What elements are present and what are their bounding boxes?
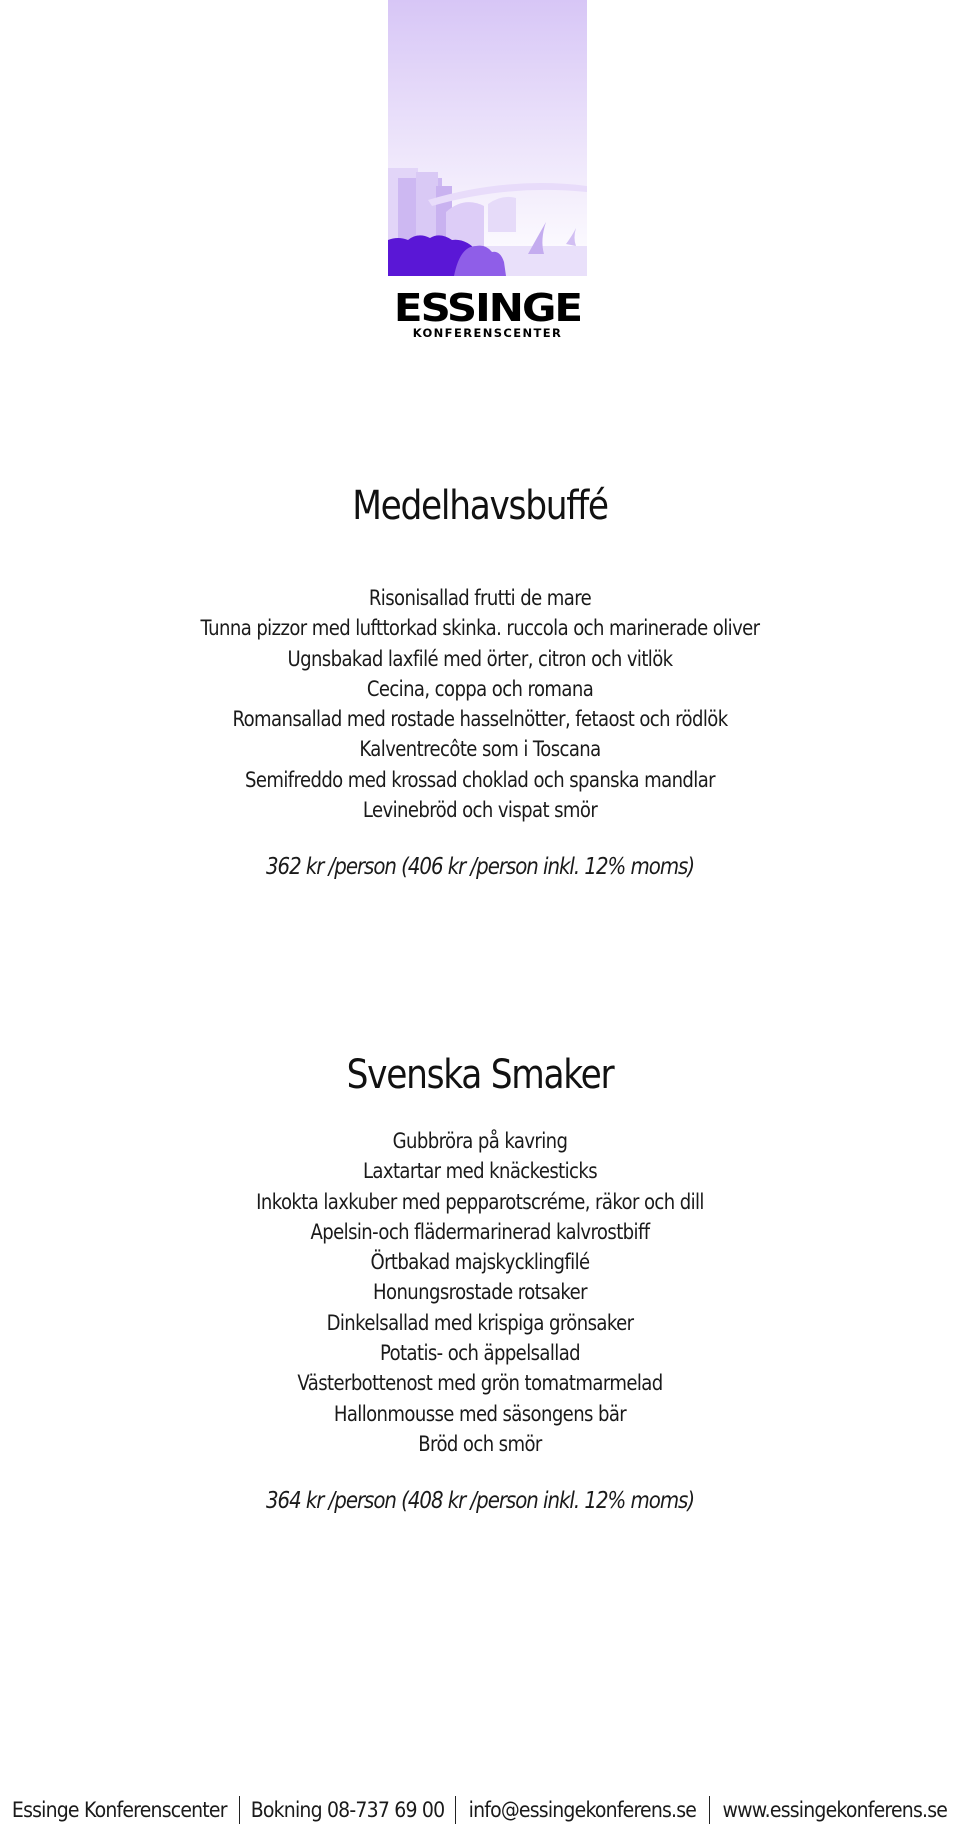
logo-illustration <box>388 0 587 278</box>
menu-item: Bröd och smör <box>418 1431 542 1456</box>
menu-item: Laxtartar med knäckesticks <box>362 1159 598 1184</box>
logo-subtitle: KONFERENSCENTER <box>412 326 563 340</box>
menu-item: Västerbottenost med grön tomatmarmelad <box>297 1371 663 1396</box>
essinge-logo <box>388 0 587 342</box>
footer-contact-bar <box>0 1795 960 1825</box>
menu-item: Inkokta laxkuber med pepparotscréme, räkor och dill <box>256 1189 704 1214</box>
menu-item: Dinkelsallad med krispiga grönsaker <box>326 1310 634 1335</box>
footer-divider <box>455 1796 456 1824</box>
menu-title: Svenska Smaker <box>346 1052 614 1098</box>
footer-booking-phone[interactable]: Bokning 08-737 69 00 <box>250 1798 445 1822</box>
menu-section-svenska-smaker <box>0 1047 960 1517</box>
menu-item: Tunna pizzor med lufttorkad skinka. ruccola och marinerade oliver <box>200 616 760 641</box>
logo-wordmark: ESSINGE <box>393 285 582 331</box>
menu-item: Semifreddo med krossad choklad och spanska mandlar <box>244 767 715 792</box>
footer-website-link[interactable]: www.essingekonferens.se <box>722 1798 948 1822</box>
menu-item: Cecina, coppa och romana <box>366 676 594 701</box>
footer-company: Essinge Konferenscenter <box>11 1798 227 1822</box>
footer-divider <box>239 1796 240 1824</box>
footer-divider <box>709 1796 710 1824</box>
menu-item: Risonisallad frutti de mare <box>368 586 592 610</box>
menu-item: Apelsin-och flädermarinerad kalvrostbiff <box>310 1219 650 1244</box>
menu-item: Ugnsbakad laxfilé med örter, citron och vitlök <box>287 646 673 671</box>
menu-section-medelhavsbuffe <box>0 478 960 883</box>
menu-item: Kalventrecôte som i Toscana <box>359 737 601 762</box>
menu-item: Romansallad med rostade hasselnötter, fetaost och rödlök <box>232 707 728 732</box>
menu-items-list <box>0 1126 960 1459</box>
menu-item: Potatis- och äppelsallad <box>379 1341 581 1366</box>
footer-email-link[interactable]: info@essingekonferens.se <box>468 1798 697 1822</box>
menu-item: Hallonmousse med säsongens bär <box>333 1401 627 1426</box>
menu-items-list <box>0 583 960 825</box>
menu-price: 364 kr /person (408 kr /person inkl. 12% moms) <box>265 1488 695 1515</box>
menu-item: Gubbröra på kavring <box>392 1129 568 1153</box>
menu-item: Örtbakad majskycklingfilé <box>370 1250 590 1275</box>
menu-item: Levinebröd och vispat smör <box>362 798 598 823</box>
menu-price: 362 kr /person (406 kr /person inkl. 12% moms) <box>265 854 695 881</box>
menu-title: Medelhavsbuffé <box>352 483 608 529</box>
menu-item: Honungsrostade rotsaker <box>373 1280 587 1305</box>
